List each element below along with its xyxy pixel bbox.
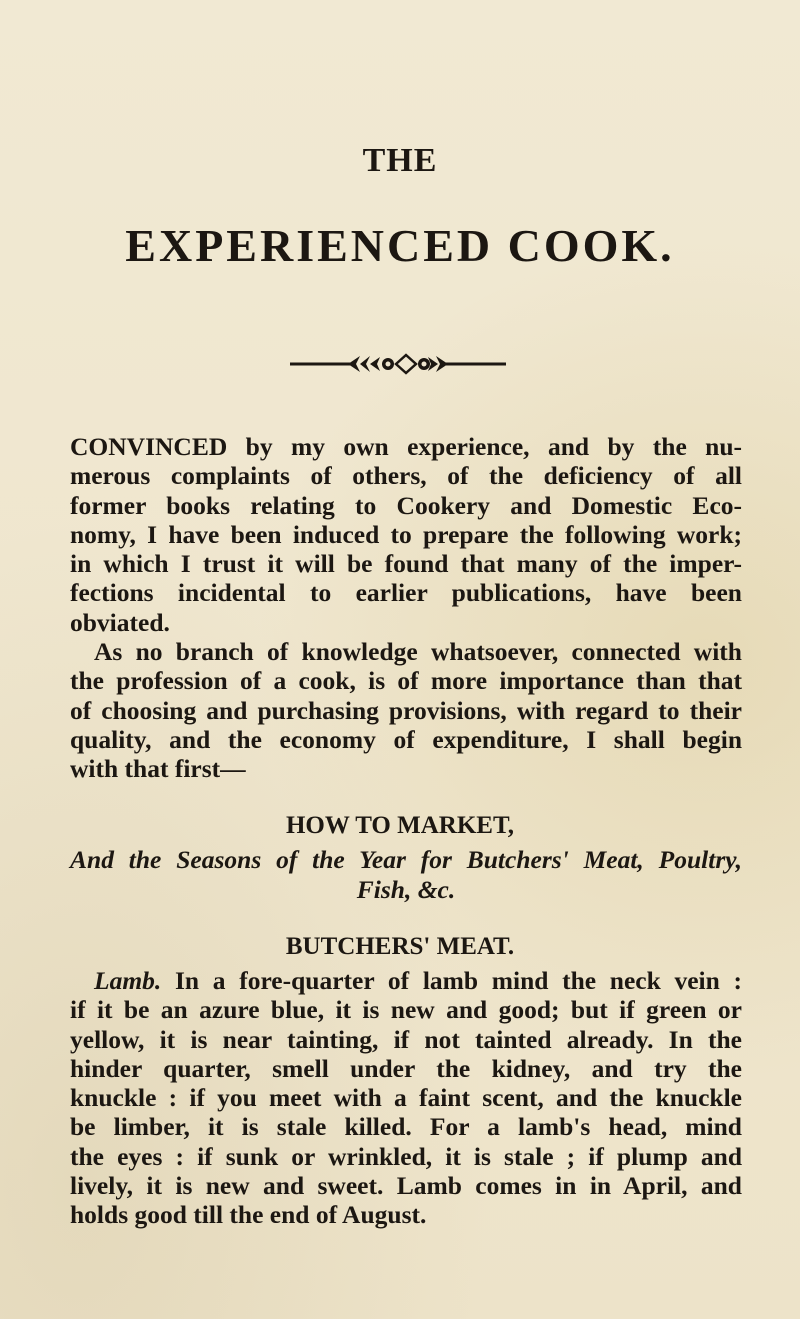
text-line: the eyes : if sunk or wrinkled, it is stale ; if plump and xyxy=(70,1141,742,1171)
text-line: if it be an azure blue, it is new and good; but if green or xyxy=(70,995,742,1025)
second-paragraph xyxy=(70,637,742,783)
text-line: merous complaints of others, of the deficiency of all xyxy=(70,461,742,491)
subsection-heading: BUTCHERS' MEAT. xyxy=(285,933,515,960)
text-line: fections incidental to earlier publications, have been xyxy=(70,578,742,608)
text-line: As no branch of knowledge whatsoever, connected with xyxy=(94,637,742,666)
first-line-text: In a fore-quarter of lamb mind the neck vein : xyxy=(161,966,742,995)
text-line: with that first— xyxy=(70,754,246,784)
text-line: in which I trust it will be found that many of the imper- xyxy=(70,549,742,579)
text-line: the profession of a cook, is of more importance than that xyxy=(70,666,742,696)
text-line xyxy=(70,966,742,995)
book-title: EXPERIENCED COOK. xyxy=(125,220,675,271)
text-line: obviated. xyxy=(70,607,170,637)
text-line: yellow, it is near tainting, if not tainted already. In the xyxy=(70,1024,742,1054)
text-line: of choosing and purchasing provisions, with regard to their xyxy=(70,695,742,725)
lamb-paragraph xyxy=(70,966,742,1230)
text-line: knuckle : if you meet with a faint scent, and the knuckle xyxy=(70,1083,742,1113)
title-prefix: THE xyxy=(362,142,438,179)
section-subheading xyxy=(70,845,742,905)
text-line: be limber, it is stale killed. For a lamb's head, mind xyxy=(70,1112,742,1142)
ornamental-rule-icon xyxy=(290,352,506,376)
text-line: holds good till the end of August. xyxy=(70,1200,427,1230)
text-line: hinder quarter, smell under the kidney, and try the xyxy=(70,1053,742,1083)
section-heading: HOW TO MARKET, xyxy=(285,812,515,839)
text-line: CONVINCED by my own experience, and by the nu- xyxy=(70,432,742,461)
text-line: lively, it is new and sweet. Lamb comes in in April, and xyxy=(70,1171,742,1201)
text-line: nomy, I have been induced to prepare the following work; xyxy=(70,519,742,549)
subheading-line: And the Seasons of the Year for Butchers' Meat, Poultry, xyxy=(70,845,742,874)
lead-word: Lamb. xyxy=(94,966,162,995)
intro-paragraph xyxy=(70,432,742,637)
text-line: quality, and the economy of expenditure, I shall begin xyxy=(70,724,742,754)
subheading-line: Fish, &c. xyxy=(356,875,456,904)
text-line: former books relating to Cookery and Domestic Eco- xyxy=(70,490,742,520)
